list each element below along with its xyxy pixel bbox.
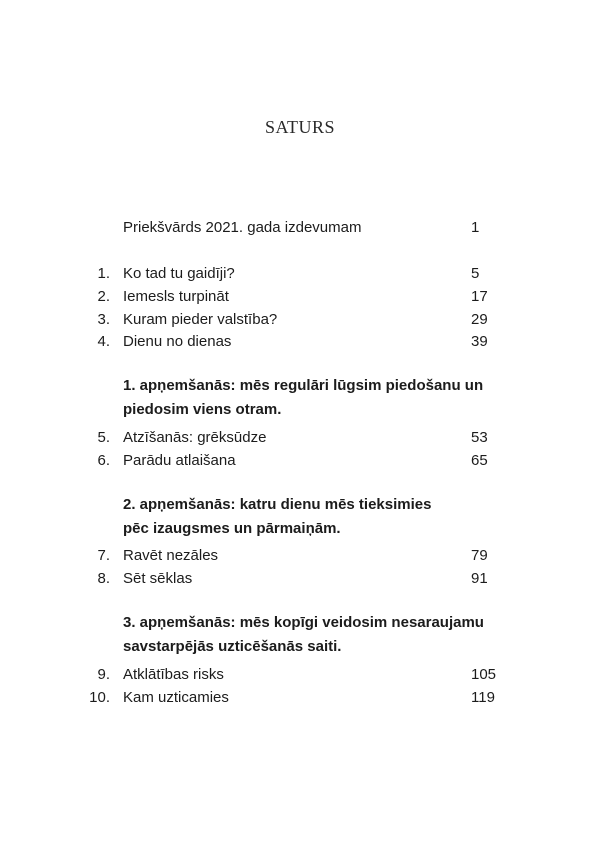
page-title: SATURS <box>264 117 336 137</box>
toc-entry-label: Kuram pieder valstība? <box>123 311 278 328</box>
toc-entry-number: 6. <box>97 452 110 469</box>
toc-entry-label: Ko tad tu gaidīji? <box>123 265 235 282</box>
toc-entry-page: 29 <box>471 311 488 328</box>
toc-section-heading <box>123 374 503 422</box>
toc-entry-number: 9. <box>97 666 110 683</box>
toc-entry[interactable] <box>0 546 600 566</box>
toc-entry-number: 2. <box>97 288 110 305</box>
toc-entry[interactable] <box>0 287 600 307</box>
toc-entry-number: 7. <box>97 547 110 564</box>
toc-entry-preface[interactable] <box>0 218 600 238</box>
toc-entry-page: 17 <box>471 288 488 305</box>
section-heading-line: pēc izaugsmes un pārmaiņām. <box>123 520 341 537</box>
toc-entry-label: Atklātības risks <box>123 666 224 683</box>
toc-entry-page: 1 <box>471 219 480 236</box>
toc-entry[interactable] <box>0 332 600 352</box>
toc-entry-page: 79 <box>471 547 488 564</box>
toc-entry-label: Atzīšanās: grēksūdze <box>123 429 267 446</box>
toc-entry-number: 4. <box>97 333 110 350</box>
toc-entry[interactable] <box>0 264 600 284</box>
toc-entry-label: Dienu no dienas <box>123 333 232 350</box>
toc-entry-page: 65 <box>471 452 488 469</box>
toc-entry[interactable] <box>0 310 600 330</box>
toc-entry-page: 105 <box>471 666 497 683</box>
toc-entry-page: 39 <box>471 333 488 350</box>
toc-entry-label: Priekšvārds 2021. gada izdevumam <box>123 219 362 236</box>
toc-entry-page: 53 <box>471 429 488 446</box>
toc-entry-label: Ravēt nezāles <box>123 547 219 564</box>
toc-entry-label: Parādu atlaišana <box>123 452 236 469</box>
toc-entry[interactable] <box>0 569 600 589</box>
toc-section-heading <box>123 611 503 659</box>
toc-entry-number: 5. <box>97 429 110 446</box>
toc-entry-label: Sēt sēklas <box>123 570 193 587</box>
toc-entry-number: 3. <box>97 311 110 328</box>
toc-entry-label: Kam uzticamies <box>123 689 229 706</box>
section-heading-line: savstarpējās uzticēšanās saiti. <box>123 638 342 655</box>
toc-entry-page: 5 <box>471 265 480 282</box>
toc-entry-number: 1. <box>97 265 110 282</box>
toc-entry-label: Iemesls turpināt <box>123 288 229 305</box>
toc-entry-number: 8. <box>97 570 110 587</box>
section-heading-line: 1. apņemšanās: mēs regulāri lūgsim piedošanu un <box>123 377 484 394</box>
toc-entry[interactable] <box>0 451 600 471</box>
toc-entry[interactable] <box>0 688 600 708</box>
toc-entry[interactable] <box>0 428 600 448</box>
toc-section-heading <box>123 493 503 541</box>
toc-entry-number: 10. <box>89 689 110 706</box>
toc-entry-page: 91 <box>471 570 488 587</box>
toc-entry[interactable] <box>0 665 600 685</box>
section-heading-line: piedosim viens otram. <box>123 401 282 418</box>
section-heading-line: 2. apņemšanās: katru dienu mēs tieksimies <box>123 496 432 513</box>
section-heading-line: 3. apņemšanās: mēs kopīgi veidosim nesaraujamu <box>123 614 484 631</box>
toc-entry-page: 119 <box>471 689 495 706</box>
